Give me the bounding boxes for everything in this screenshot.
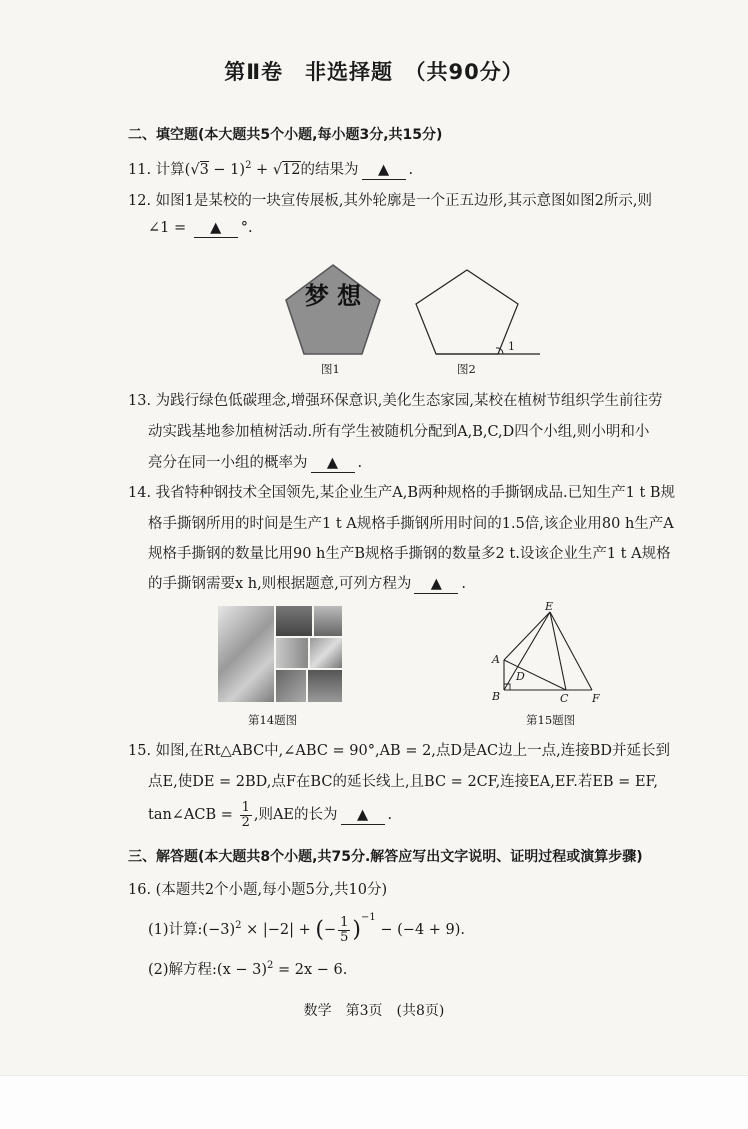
- q16-p1-sup: 2: [235, 920, 242, 932]
- figure-15-geometry: [488, 600, 608, 706]
- q15-fraction: [240, 801, 252, 829]
- steel-foil-photo: [218, 606, 274, 702]
- q11-root3: 3: [199, 162, 209, 178]
- q11-root12: 12: [282, 162, 301, 178]
- segment-BE: [504, 612, 550, 690]
- board-text: 梦 想: [304, 282, 362, 310]
- steel-part-photo: [276, 670, 306, 702]
- label-B: B: [492, 690, 501, 703]
- question-13-line3: [148, 451, 362, 473]
- question-14-line4: [148, 572, 466, 594]
- segment-AE: [504, 612, 550, 660]
- q11-sup: 2: [245, 160, 252, 172]
- q16-p1-prefix: (1)计算:(−3): [148, 922, 236, 938]
- q15-mid: ,则AE的长为: [253, 807, 338, 824]
- steel-part-photo: [276, 606, 312, 636]
- section-heading-fill-blank: 二、填空题(本大题共5个小题,每小题3分,共15分): [128, 127, 443, 143]
- sqrt-symbol: √: [190, 162, 200, 178]
- page-title: 第Ⅱ卷 非选择题 （共90分）: [224, 60, 524, 84]
- q14-end: .: [461, 576, 466, 592]
- question-16-part2: [148, 958, 347, 979]
- segment-EC: [550, 612, 566, 690]
- minus-sign: −: [323, 922, 337, 938]
- q16-p1-mid: × |−2| +: [241, 922, 316, 938]
- question-15-line2: 点E,使DE = 2BD,点F在BC的延长线上,且BC = 2CF,连接EA,EF.若EB = EF,: [148, 774, 658, 790]
- q15-end: .: [387, 807, 393, 824]
- q11-end: .: [408, 162, 414, 178]
- page-footer: 数学 第3页 (共8页): [303, 1003, 445, 1019]
- q16-p2-suffix: = 2x − 6.: [273, 962, 348, 978]
- q14-prefix: 的手撕钢需要x h,则根据题意,可列方程为: [148, 576, 412, 592]
- q15-frac-den: 2: [241, 814, 250, 830]
- question-12-line2: [148, 220, 253, 238]
- q13-prefix: 亮分在同一小组的概率为: [148, 455, 308, 471]
- steel-part-photo: [276, 638, 308, 668]
- figure-14-steel-photos: [218, 606, 342, 702]
- q11-part3: +: [251, 162, 273, 178]
- q15-frac-num: 1: [241, 800, 250, 815]
- figure-2-caption: 图2: [457, 362, 476, 376]
- segment-EF: [550, 612, 592, 690]
- q13-end: .: [357, 455, 363, 471]
- question-11: [128, 158, 413, 180]
- q16-frac-den: 5: [340, 929, 349, 945]
- label-D: D: [516, 670, 525, 683]
- question-14-line3: 规格手撕钢的数量比用90 h生产B规格手撕钢的数量多2 t.设该企业生产1 t A规格: [148, 546, 671, 562]
- q16-p1-suffix: − (−4 + 9).: [375, 922, 466, 938]
- q14-answer-blank: ▲: [414, 577, 458, 594]
- q12-prefix: ∠1 =: [148, 220, 191, 236]
- section-heading-solutions: 三、解答题(本大题共8个小题,共75分.解答应写出文字说明、证明过程或演算步骤): [128, 849, 643, 865]
- q11-suffix: 的结果为: [300, 162, 359, 178]
- q11-answer-blank: ▲: [362, 163, 406, 180]
- label-F: F: [592, 692, 600, 705]
- figure-2-pentagon: [408, 266, 542, 358]
- pentagon-outline: [416, 270, 518, 354]
- q16-p2-prefix: (2)解方程:(x − 3): [148, 962, 268, 978]
- sqrt-symbol: √: [272, 162, 283, 178]
- question-16-line1: 16. (本题共2个小题,每小题5分,共10分): [128, 882, 388, 898]
- right-paren: ): [352, 917, 362, 943]
- question-13-line2: 动实践基地参加植树活动.所有学生被随机分配到A,B,C,D四个小组,则小明和小: [148, 424, 650, 440]
- q11-prefix: 11. 计算(: [128, 162, 191, 178]
- steel-part-photo: [310, 638, 342, 668]
- label-C: C: [560, 692, 569, 705]
- q16-p2-sup: 2: [267, 960, 274, 972]
- steel-part-photo: [308, 670, 342, 702]
- label-A: A: [492, 653, 500, 666]
- bottom-blank-strip: [0, 1075, 748, 1129]
- q12-suffix: °.: [240, 220, 253, 236]
- figure-15-caption: 第15题图: [526, 713, 576, 727]
- q15-prefix: tan∠ACB =: [148, 807, 238, 824]
- figure-1-pentagon-board: [282, 262, 384, 358]
- question-15-line3: [148, 801, 392, 829]
- q11-part2: − 1): [208, 162, 246, 178]
- steel-part-photo: [314, 606, 342, 636]
- label-E: E: [545, 600, 554, 613]
- q16-p1-exp: −1: [361, 912, 376, 923]
- question-13-line1: 13. 为践行绿色低碳理念,增强环保意识,美化生态家园,某校在植树节组织学生前往劳: [128, 393, 663, 409]
- question-15-line1: 15. 如图,在Rt△ABC中,∠ABC = 90°,AB = 2,点D是AC边上一点,连接BD并延长到: [128, 743, 670, 759]
- q15-answer-blank: ▲: [341, 808, 385, 825]
- q12-answer-blank: ▲: [194, 221, 238, 238]
- figure-1-caption: 图1: [321, 362, 340, 376]
- question-14-line1: 14. 我省特种钢技术全国领先,某企业生产A,B两种规格的手撕钢成品.已知生产1 t B规: [128, 485, 676, 501]
- figure-14-caption: 第14题图: [248, 713, 298, 727]
- q16-frac-num: 1: [340, 914, 349, 930]
- left-paren: (: [315, 917, 324, 943]
- q13-answer-blank: ▲: [311, 456, 355, 473]
- angle-label: 1: [508, 340, 515, 353]
- question-14-line2: 格手撕钢所用的时间是生产1 t A规格手撕钢所用时间的1.5倍,该企业用80 h生产A: [148, 516, 674, 532]
- question-12-line1: 12. 如图1是某校的一块宣传展板,其外轮廓是一个正五边形,其示意图如图2所示,则: [128, 193, 652, 209]
- q16-fraction: [338, 916, 350, 944]
- question-16-part1: [148, 912, 465, 944]
